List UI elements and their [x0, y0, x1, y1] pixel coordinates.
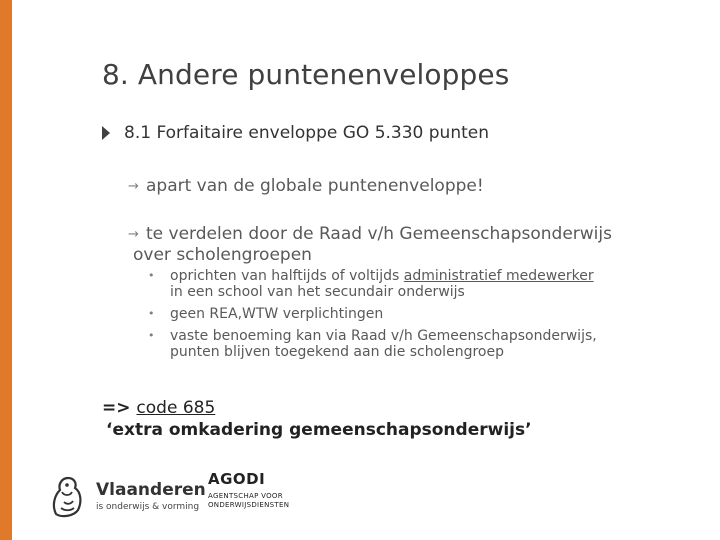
bullet-underlined-text: administratief medewerker: [403, 268, 594, 284]
arrow-item: [128, 224, 612, 265]
bullet-text: vaste benoeming kan via Raad v/h Gemeenschapsonderwijs,: [170, 328, 597, 344]
slide-title: 8. Andere puntenenveloppes: [102, 58, 510, 91]
arrow-icon: →: [128, 227, 139, 242]
agodi-tagline-line2: ONDERWIJSDIENSTEN: [208, 501, 290, 509]
agodi-logo: [208, 470, 289, 510]
bullet-item: [148, 306, 597, 322]
bullet-text-line2: in een school van het secundair onderwijs: [170, 284, 465, 300]
bullet-text-line2: punten blijven toegekend aan die scholengroep: [170, 344, 504, 360]
lion-logo-icon: [50, 474, 84, 518]
vlaanderen-name: Vlaanderen: [96, 480, 206, 500]
arrow-icon: →: [128, 179, 139, 194]
arrow-item-text-line2: over scholengroepen: [133, 245, 312, 265]
level1-text: 8.1 Forfaitaire enveloppe GO 5.330 punten: [124, 123, 490, 143]
code-prefix: =>: [102, 398, 137, 418]
bullet-item: [148, 268, 597, 300]
bullet-dot-icon: •: [148, 329, 155, 342]
triangle-bullet-icon: [102, 126, 110, 140]
vlaanderen-tagline: is onderwijs & vorming: [96, 502, 200, 512]
vlaanderen-logo: [50, 472, 206, 520]
code-block: [102, 397, 532, 441]
arrow-item-text: apart van de globale puntenenveloppe!: [146, 176, 484, 196]
bullet-text: geen REA,WTW verplichtingen: [170, 306, 384, 322]
bullet-item: [148, 328, 597, 360]
bullet-text: oprichten van halftijds of voltijds: [170, 268, 404, 284]
accent-bar: [0, 0, 12, 540]
agodi-tagline-line1: AGENTSCHAP VOOR: [208, 492, 283, 500]
agodi-name: AGODI: [208, 470, 266, 488]
code-subtitle: ‘extra omkadering gemeenschapsonderwijs’: [106, 420, 532, 440]
arrow-item: [128, 176, 484, 197]
arrow-item-text: te verdelen door de Raad v/h Gemeenschapsonderwijs: [146, 224, 612, 244]
bullet-dot-icon: •: [148, 307, 155, 320]
bullet-list: [148, 268, 597, 360]
bullet-dot-icon: •: [148, 269, 155, 282]
code-number: code 685: [136, 398, 216, 418]
